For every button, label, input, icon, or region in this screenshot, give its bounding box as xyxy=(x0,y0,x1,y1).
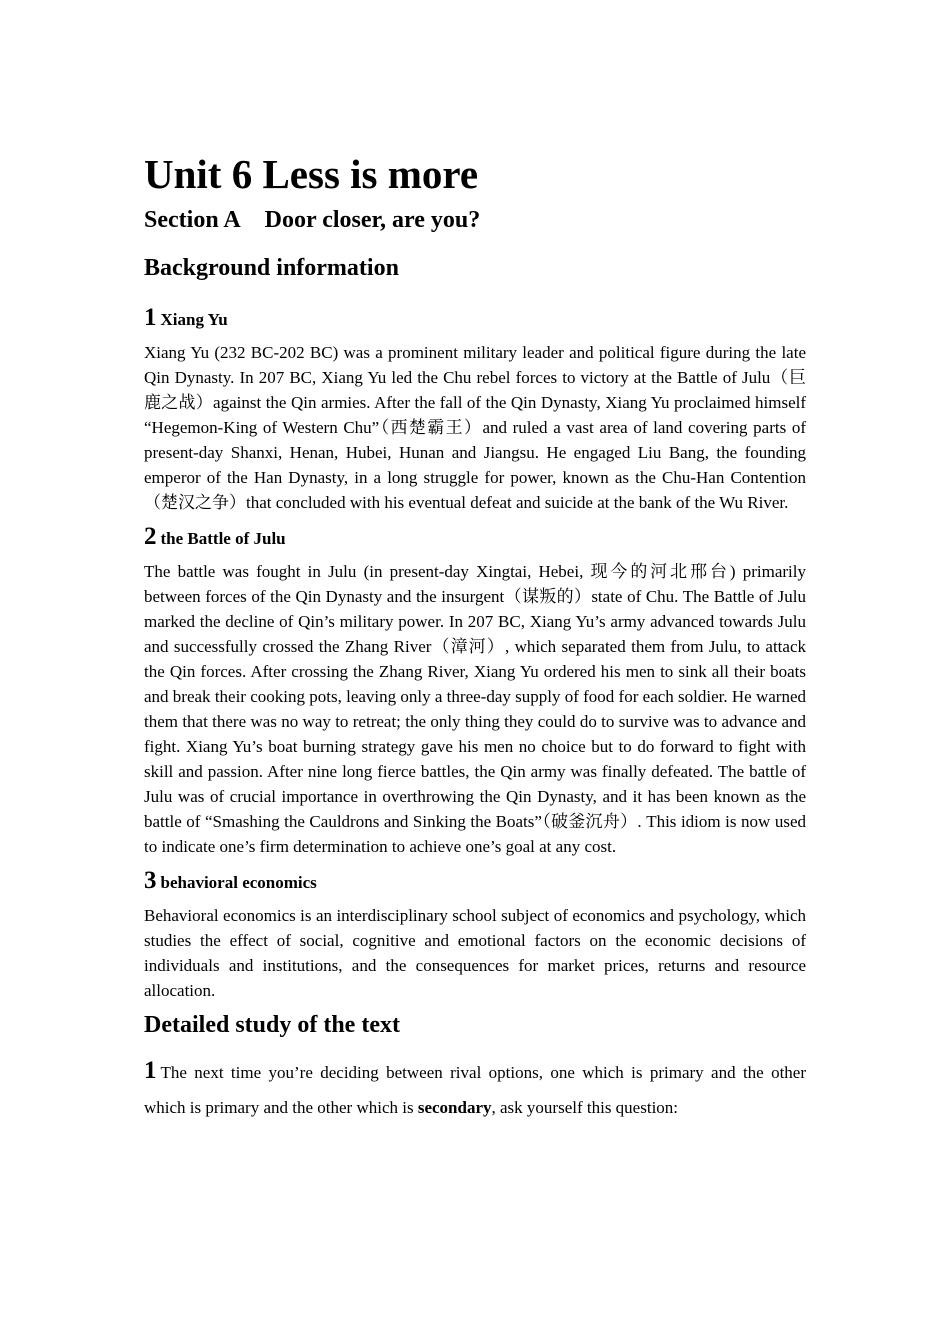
item-paragraph: The battle was fought in Julu (in present-day Xingtai, Hebei, 现今的河北邢台) primarily between forces of the Qin Dynasty and the insurgent（谋叛的）state of Chu. The Battle of Julu marked the decline of Qin’s military power. In 207 BC, Xiang Yu’s army advanced towards Julu and successfully crossed the Zhang River（漳河）, which separated them from Julu, to attack the Qin forces. After crossing the Zhang River, Xiang Yu ordered his men to sink all their boats and break their cooking pots, leaving only a three-day supply of food for each soldier. He warned them that there was no way to retreat; the only thing they could do to survive was to advance and fight. Xiang Yu’s boat burning strategy gave his men no choice but to do forward to fight with skill and passion. After nine long fierce battles, the Qin army was finally defeated. The battle of Julu was of crucial importance in overthrowing the Qin Dynasty, and it has been known as the battle of “Smashing the Cauldrons and Sinking the Boats”（破釜沉舟）. This idiom is now used to indicate one’s firm determination to achieve one’s goal at any cost. xyxy=(144,562,806,856)
item-title: behavioral economics xyxy=(160,873,317,892)
item-paragraph: Behavioral economics is an interdisciplinary school subject of economics and psychology, which studies the effect of social, cognitive and emotional factors on the economic decisions of individuals and institutions, and the consequences for market prices, returns and resource allocation. xyxy=(144,906,806,1000)
study-text-after: , ask yourself this question: xyxy=(491,1098,679,1117)
item-title: Xiang Yu xyxy=(160,310,228,329)
background-heading: Background information xyxy=(144,255,399,281)
study-item-number: 1 xyxy=(144,1057,157,1084)
study-paragraph xyxy=(144,1053,806,1125)
unit-title: Unit 6 Less is more xyxy=(144,151,479,197)
background-item xyxy=(144,867,806,1003)
item-paragraph: Xiang Yu (232 BC-202 BC) was a prominent military leader and political figure during the late Qin Dynasty. In 207 BC, Xiang Yu led the Chu rebel forces to victory at the Battle of Julu（巨鹿之战）against the Qin armies. After the fall of the Qin Dynasty, Xiang Yu proclaimed himself “Hegemon-King of Western Chu”（西楚霸王）and ruled a vast area of land covering parts of present-day Shanxi, Henan, Hubei, Hunan and Jiangsu. He engaged Liu Bang, the founding emperor of the Han Dynasty, in a long struggle for power, known as the Chu-Han Contention（楚汉之争）that concluded with his eventual defeat and suicide at the bank of the Wu River. xyxy=(144,343,806,512)
item-heading xyxy=(144,523,806,553)
item-number: 3 xyxy=(144,867,157,894)
item-number: 1 xyxy=(144,304,157,331)
item-heading xyxy=(144,867,806,897)
item-title: the Battle of Julu xyxy=(160,529,286,548)
study-text-before: The next time you’re deciding between rival options, one which is primary and the other which is primary and the other which is xyxy=(144,1063,806,1117)
background-item xyxy=(144,304,806,515)
item-heading xyxy=(144,304,806,334)
document-content xyxy=(144,150,806,1125)
background-item xyxy=(144,523,806,859)
item-number: 2 xyxy=(144,523,157,550)
study-bold-word: secondary xyxy=(417,1098,492,1117)
section-title: Section A Door closer, are you? xyxy=(144,207,481,233)
detailed-study-heading: Detailed study of the text xyxy=(144,1012,400,1038)
